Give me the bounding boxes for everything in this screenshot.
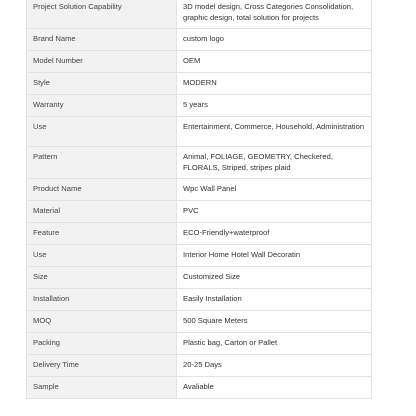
- spec-value: PVC: [177, 201, 372, 223]
- product-spec-table: [26, 0, 372, 399]
- spec-label: Material: [27, 201, 177, 223]
- spec-value: Easily Installation: [177, 289, 372, 311]
- table-row: [27, 95, 372, 117]
- table-row: [27, 73, 372, 95]
- spec-label: Size: [27, 267, 177, 289]
- table-row: [27, 147, 372, 179]
- table-row: [27, 289, 372, 311]
- spec-value: Wpc Wall Panel: [177, 179, 372, 201]
- table-row: [27, 179, 372, 201]
- spec-value: 500 Square Meters: [177, 311, 372, 333]
- spec-label: Project Solution Capability: [27, 0, 177, 29]
- spec-value: 3D model design, Cross Categories Consolidation, graphic design, total solution for projects: [177, 0, 372, 29]
- spec-label: Installation: [27, 289, 177, 311]
- spec-label: Packing: [27, 333, 177, 355]
- spec-label: Brand Name: [27, 29, 177, 51]
- table-row: [27, 201, 372, 223]
- table-row: [27, 311, 372, 333]
- spec-value: Animal, FOLIAGE, GEOMETRY, Checkered, FLORALS, Striped, stripes plaid: [177, 147, 372, 179]
- spec-value: OEM: [177, 51, 372, 73]
- spec-label: Use: [27, 117, 177, 147]
- spec-value: MODERN: [177, 73, 372, 95]
- table-row: [27, 245, 372, 267]
- table-row: [27, 223, 372, 245]
- spec-label: Pattern: [27, 147, 177, 179]
- spec-value: custom logo: [177, 29, 372, 51]
- spec-label: MOQ: [27, 311, 177, 333]
- spec-value: ECO-Friendly+waterproof: [177, 223, 372, 245]
- table-row: [27, 377, 372, 399]
- spec-label: Warranty: [27, 95, 177, 117]
- spec-label: Model Number: [27, 51, 177, 73]
- spec-label: Use: [27, 245, 177, 267]
- spec-value: Interior Home Hotel Wall Decoratin: [177, 245, 372, 267]
- table-row: [27, 0, 372, 29]
- table-row: [27, 333, 372, 355]
- table-row: [27, 355, 372, 377]
- spec-label: Style: [27, 73, 177, 95]
- spec-value: 5 years: [177, 95, 372, 117]
- spec-table-container: [26, 0, 372, 399]
- spec-label: Product Name: [27, 179, 177, 201]
- spec-label: Feature: [27, 223, 177, 245]
- spec-label: Sample: [27, 377, 177, 399]
- spec-value: Entertainment, Commerce, Household, Administration: [177, 117, 372, 147]
- spec-value: Plastic bag, Carton or Pallet: [177, 333, 372, 355]
- table-row: [27, 51, 372, 73]
- spec-value: Avaliable: [177, 377, 372, 399]
- spec-value: 20-25 Days: [177, 355, 372, 377]
- table-row: [27, 267, 372, 289]
- table-row: [27, 117, 372, 147]
- table-row: [27, 29, 372, 51]
- spec-value: Customized Size: [177, 267, 372, 289]
- spec-label: Delivery Time: [27, 355, 177, 377]
